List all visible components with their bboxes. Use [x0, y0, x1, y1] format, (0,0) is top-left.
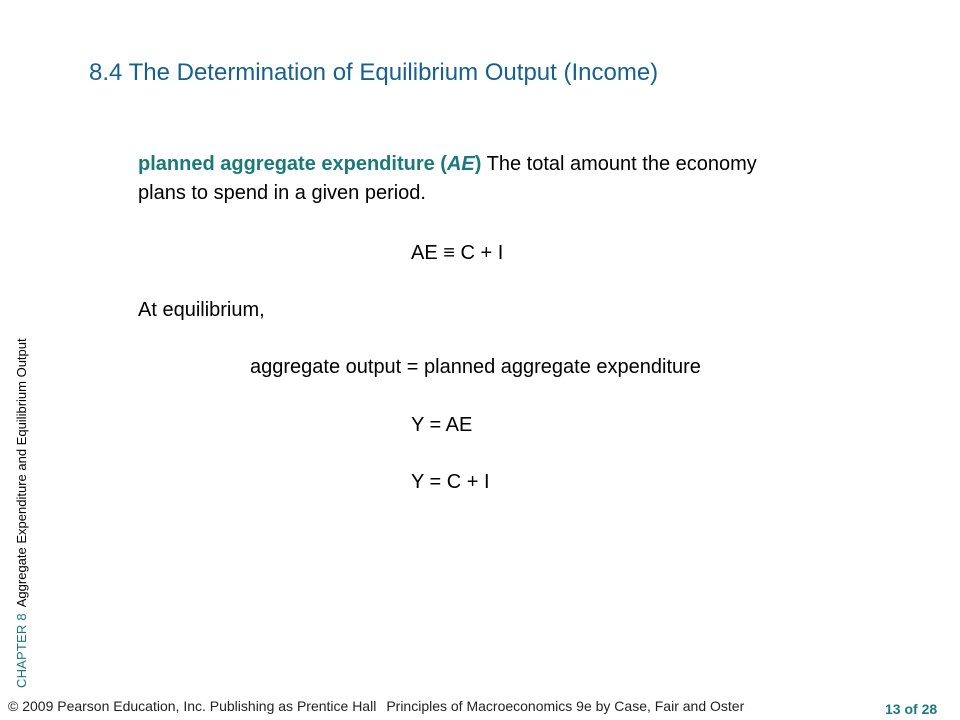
identity-equation: AE ≡ C + I — [411, 242, 504, 264]
page-number — [885, 700, 937, 718]
chapter-title: Aggregate Expenditure and Equilibrium Output — [14, 338, 29, 608]
definition-term-abbreviation: AE — [446, 153, 475, 175]
definition-paragraph — [138, 150, 798, 208]
equation-y-equals-c-plus-i: Y = C + I — [411, 471, 490, 493]
slide-title: 8.4 The Determination of Equilibrium Output (Income) — [89, 59, 659, 86]
equilibrium-intro: At equilibrium, — [138, 299, 265, 321]
definition-term-text: planned aggregate expenditure ( — [138, 153, 447, 175]
copyright-text: © 2009 Pearson Education, Inc. Publishing as Prentice Hall — [8, 698, 377, 714]
page-current: 13 — [885, 701, 901, 717]
definition-text: The total amount the economy plans to spend in a given period. — [138, 153, 757, 204]
page-of: of — [904, 701, 918, 717]
book-title: Principles of Macroeconomics 9e by Case, Fair and Oster — [386, 698, 745, 714]
definition-term — [138, 153, 481, 175]
page-total: 28 — [921, 701, 938, 717]
chapter-number: CHAPTER 8 — [14, 613, 29, 688]
chapter-sidebar-label — [14, 338, 29, 688]
footer-copyright — [8, 697, 744, 715]
definition-term-close: ) — [474, 153, 482, 175]
equation-y-equals-ae: Y = AE — [411, 414, 473, 436]
equilibrium-statement: aggregate output = planned aggregate expenditure — [250, 356, 701, 378]
